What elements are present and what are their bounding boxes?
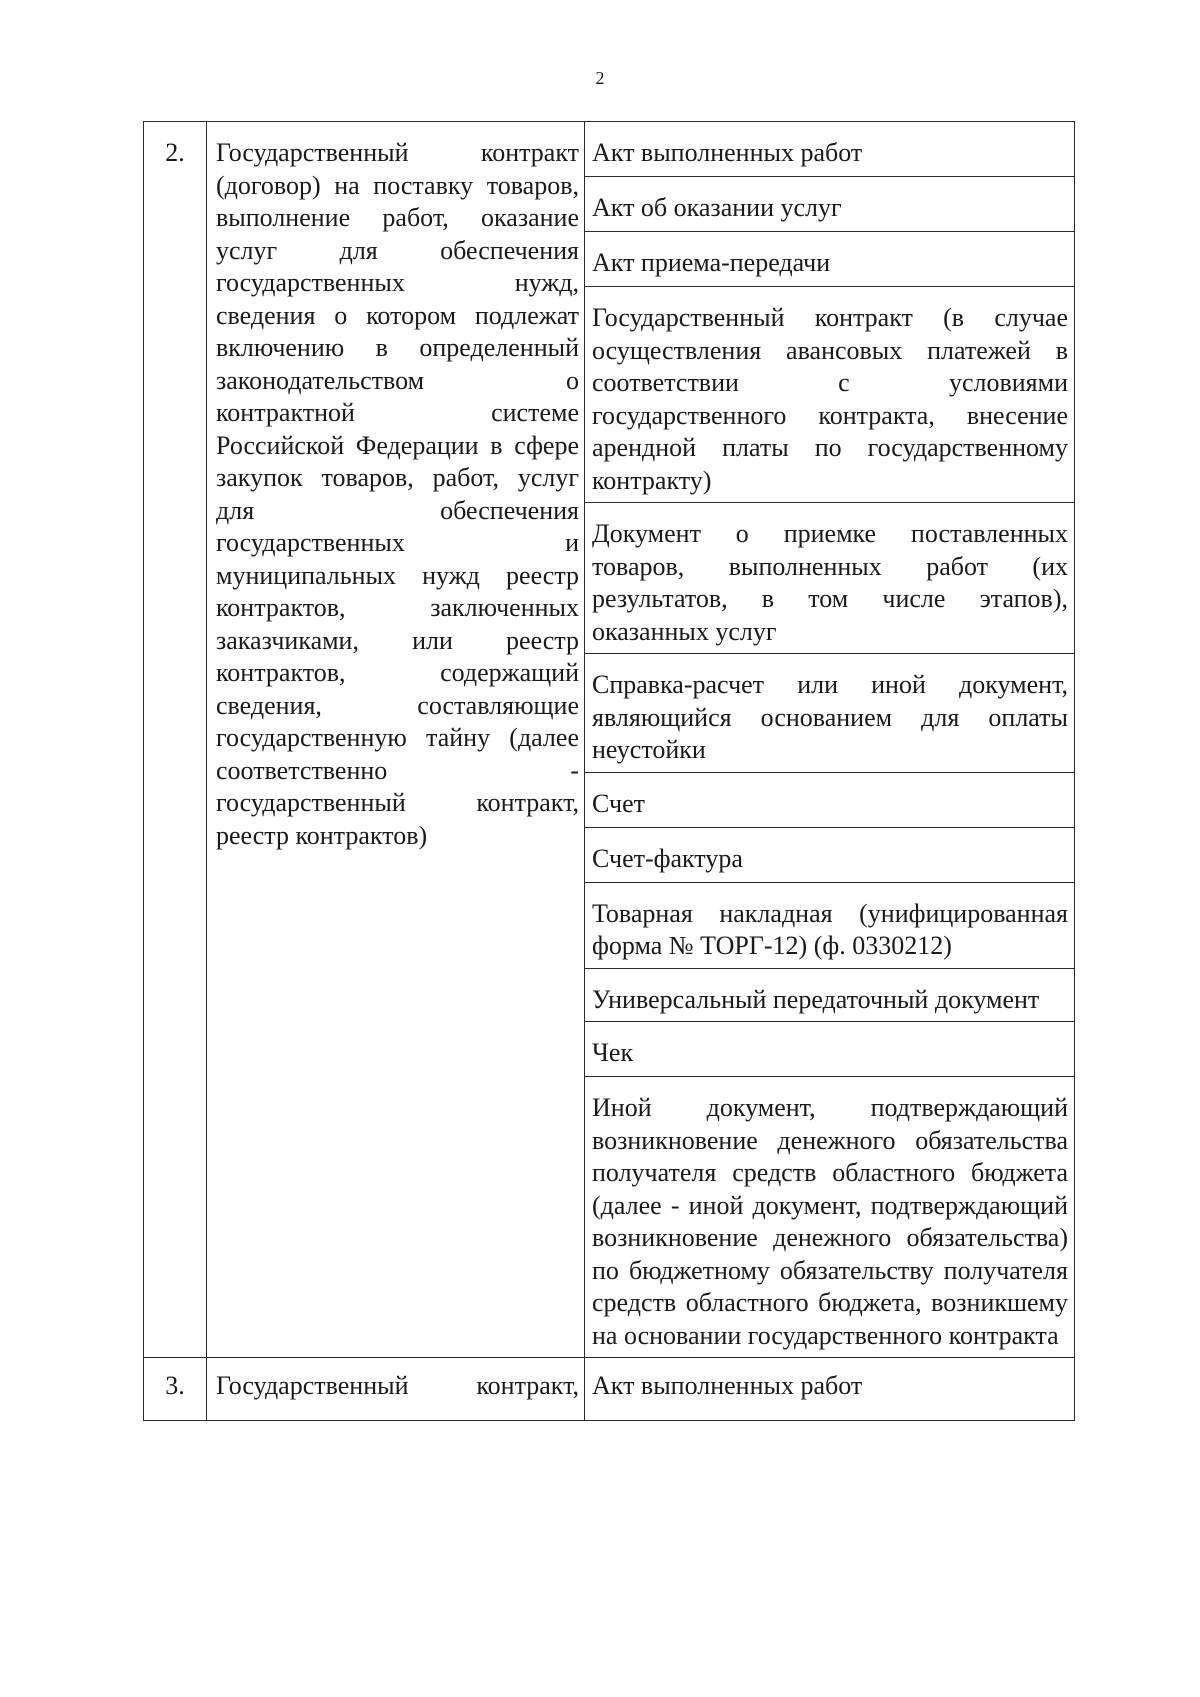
document-item: Акт выполненных работ: [585, 1358, 1075, 1421]
document-item: Акт выполненных работ: [585, 122, 1075, 177]
document-item: Акт приема-передачи: [585, 232, 1075, 287]
document-item: Чек: [585, 1022, 1075, 1077]
page-number: 2: [595, 68, 605, 88]
documents-table: [143, 121, 1075, 1421]
row-number: 3.: [144, 1358, 207, 1421]
basis-cell: Государственный контракт,: [207, 1358, 585, 1421]
document-item: Счет: [585, 772, 1075, 827]
table-row-2: [144, 122, 1075, 177]
document-item: Документ о приемке поставленных товаров, выполненных работ (их результатов, в том числе этапов), оказанных услуг: [585, 503, 1075, 654]
document-item: Иной документ, подтверждающий возникновение денежного обязательства получателя средств областного бюджета (далее - иной документ, подтверждающий возникновение денежного обязательства) по бюджетному обязательству получателя средств областного бюджета, возникшему на основании государственного контракта: [585, 1077, 1075, 1358]
document-item: Справка-расчет или иной документ, являющийся основанием для оплаты неустойки: [585, 654, 1075, 773]
basis-cell: Государственный контракт (договор) на поставку товаров, выполнение работ, оказание услуг для обеспечения государственных нужд, сведения о котором подлежат включению в определенный законодательством о контрактной системе Российской Федерации в сфере закупок товаров, работ, услуг для обеспечения государственных и муниципальных нужд реестр контрактов, заключенных заказчиками, или реестр контрактов, содержащий сведения, составляющие государственную тайну (далее соответственно - государственный контракт, реестр контрактов): [207, 122, 585, 1358]
document-item: Универсальный передаточный документ: [585, 968, 1075, 1022]
row-number: 2.: [144, 122, 207, 1358]
document-item: Товарная накладная (унифицированная форма № ТОРГ-12) (ф. 0330212): [585, 882, 1075, 968]
document-item: Счет-фактура: [585, 827, 1075, 882]
document-item: Государственный контракт (в случае осуществления авансовых платежей в соответствии с условиями государственного контракта, внесение арендной платы по государственному контракту): [585, 287, 1075, 503]
table-row-3: [144, 1358, 1075, 1421]
document-item: Акт об оказании услуг: [585, 177, 1075, 232]
